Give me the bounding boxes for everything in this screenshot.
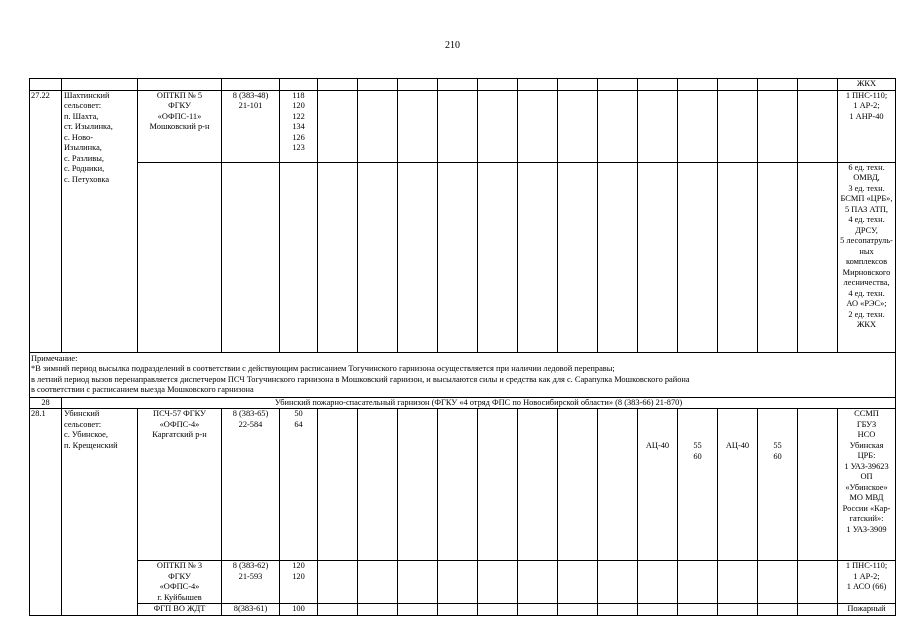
- dispatch-table: [29, 78, 896, 616]
- row-number: 28.1: [30, 409, 62, 616]
- phone-cell: 8 (383-65) 22-584: [222, 409, 280, 561]
- extra-cell: 6 ед. техн. ОМВД, 3 ед. техн. БСМП «ЦРБ», 5 ПАЗ АТП, 4 ед. техн. ДРСУ, 5 лесопатруль- ных комплексов Мирновского лесничества, 4 ед. техн. АО «РЭС»; 2 ед. техн. ЖКХ: [838, 162, 896, 352]
- phone-cell: 8(383-61): [222, 604, 280, 616]
- codes-cell: 100: [280, 604, 318, 616]
- note-line-3: в соответствии с расписанием выезда Мошковского гарнизона: [31, 385, 254, 394]
- vehicle-2-cell: АЦ-40: [718, 409, 758, 561]
- note-row: [30, 352, 896, 397]
- note-line-1: *В зимний период высылка подразделений в соответствии с действующим расписанием Тогучинского гарнизона осуществляется при наличии ледовой переправы;: [31, 364, 615, 373]
- section-row: [30, 397, 896, 409]
- extra-cell: Пожарный: [838, 604, 896, 616]
- phone-cell: 8 (383-48) 21-101: [222, 90, 280, 162]
- unit-cell: ОПТКП № 3 ФГКУ «ОФПС-4» г. Куйбышев: [138, 561, 222, 604]
- table-row: [30, 90, 896, 162]
- table-row: [30, 79, 896, 91]
- response-2-cell: 55 60: [758, 409, 798, 561]
- row-number: 27.22: [30, 90, 62, 352]
- response-1-cell: 55 60: [678, 409, 718, 561]
- settlement-cell: Убинский сельсовет: с. Убинское, п. Крещенский: [62, 409, 138, 616]
- note-title: Примечание:: [31, 353, 78, 363]
- settlement-cell: Шахтинский сельсовет: п. Шахта, ст. Изылинка, с. Ново- Изылинка, с. Разливы, с. Родники, с. Петуховка: [62, 90, 138, 352]
- tech-cell: 1 ПНС-110; 1 АР-2; 1 АНР-40: [838, 90, 896, 162]
- codes-cell: 120 120: [280, 561, 318, 604]
- note-line-2: в летний период вызов перенаправляется диспетчером ПСЧ Тогучинского гарнизона в Мошковский гарнизон, и высылаются силы и средства как для с. Сарапулка Мошковского района: [31, 374, 690, 384]
- table-row: [30, 409, 896, 561]
- unit-cell: ОПТКП № 5 ФГКУ «ОФПС-11» Мошковский р-н: [138, 90, 222, 162]
- table-row: [30, 162, 896, 352]
- codes-cell: 50 64: [280, 409, 318, 561]
- unit-cell: ФГП ВО ЖДТ: [138, 604, 222, 616]
- phone-cell: 8 (383-62) 21-593: [222, 561, 280, 604]
- section-title: Убинский пожарно-спасательный гарнизон (ФГКУ «4 отряд ФПС по Новосибирской области» (8 (383-66) 21-870): [62, 397, 896, 409]
- tech-cell: 1 ПНС-110; 1 АР-2; 1 АСО (66): [838, 561, 896, 604]
- section-number: 28: [30, 397, 62, 409]
- table-row: [30, 561, 896, 604]
- table-row: [30, 604, 896, 616]
- unit-cell: ПСЧ-57 ФГКУ «ОФПС-4» Каргатский р-н: [138, 409, 222, 561]
- page-number: 210: [445, 40, 460, 51]
- codes-cell: 118 120 122 134 126 123: [280, 90, 318, 162]
- vehicle-1-cell: АЦ-40: [638, 409, 678, 561]
- cell-prev-tail: ЖКХ: [838, 79, 896, 91]
- extra-cell: ССМП ГБУЗ НСО Убинская ЦРБ: 1 УАЗ-39623 ОП «Убинское» МО МВД России «Кар- гатский»: 1 УАЗ-3909: [838, 409, 896, 561]
